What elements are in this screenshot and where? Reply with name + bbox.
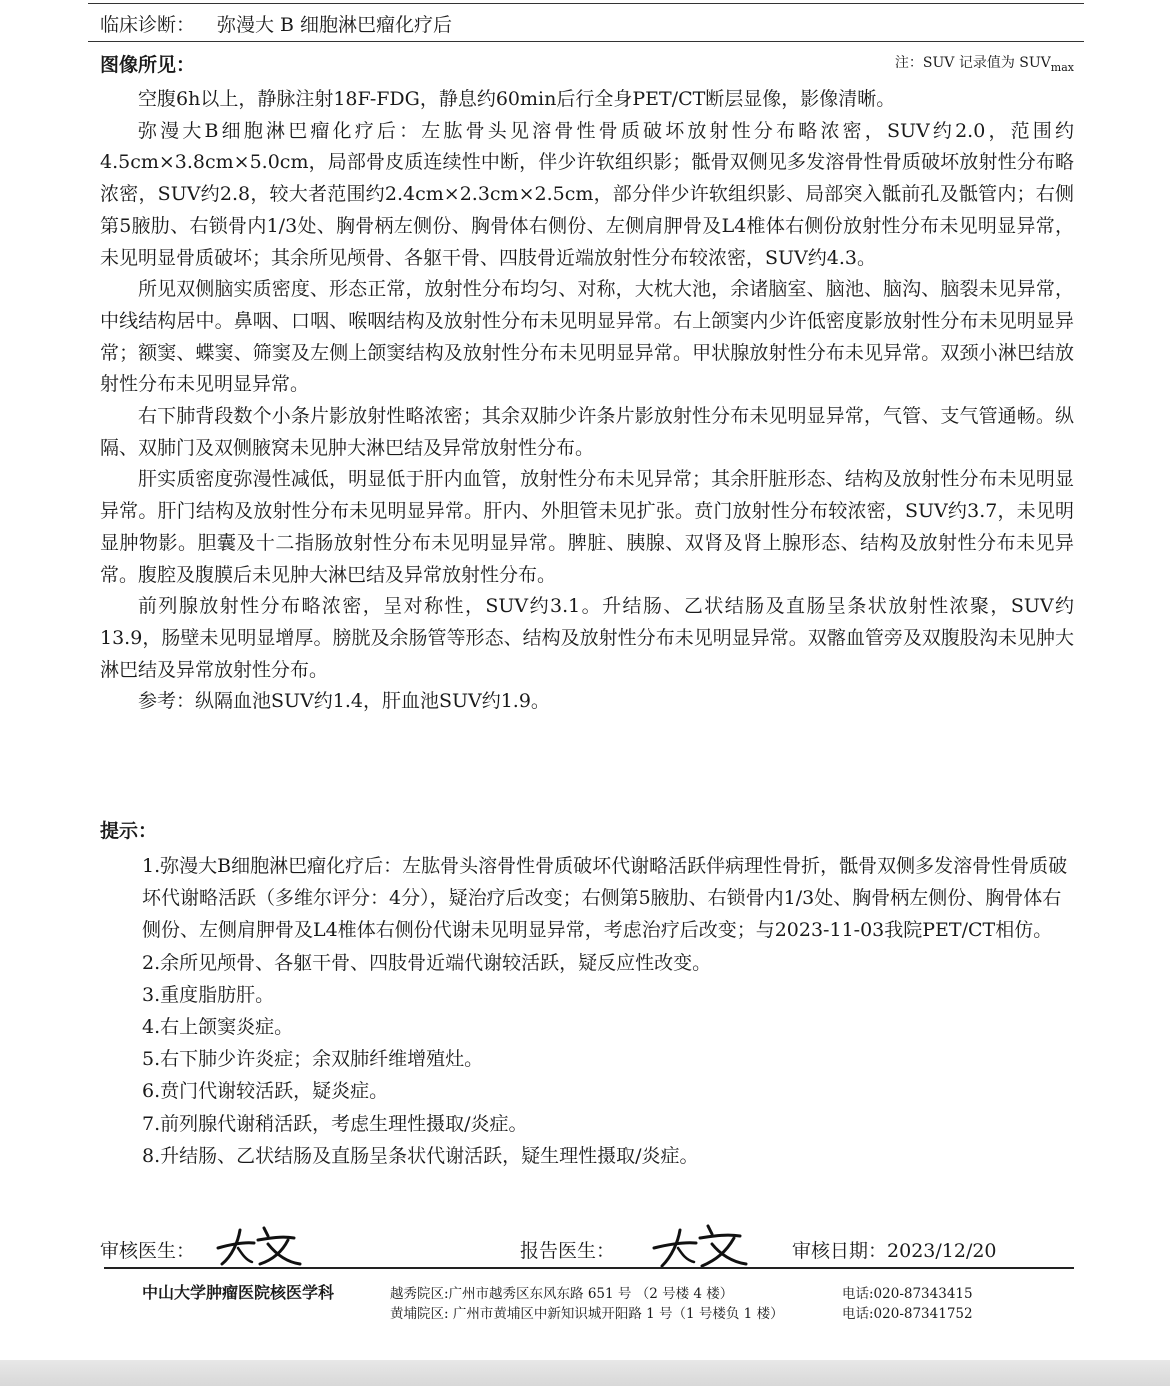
top-rule [88,3,1084,4]
diagnosis-rule [88,41,1084,42]
hint-item: 7.前列腺代谢稍活跃，考虑生理性摄取/炎症。 [142,1112,528,1135]
diagnosis-row [100,10,452,37]
hint-item: 6.贲门代谢较活跃，疑炎症。 [142,1080,389,1103]
findings-body [100,84,1074,718]
findings-paragraph: 前列腺放射性分布略浓密，呈对称性，SUV约3.1。升结肠、乙状结肠及直肠呈条状放射性浓聚，SUV约13.9，肠壁未见明显增厚。膀胱及余肠管等形态、结构及放射性分布未见明显异常。双髂血管旁及双腹股沟未见肿大淋巴结及异常放射性分布。 [100,595,1074,681]
findings-title: 图像所见： [100,54,196,76]
hint-item: 8.升结肠、乙状结肠及直肠呈条状代谢活跃，疑生理性摄取/炎症。 [142,1144,699,1167]
reporter-label: 报告医生： [520,1240,616,1262]
hint-item: 3.重度脂肪肝。 [142,983,275,1006]
findings-paragraph: 空腹6h以上，静脉注射18F-FDG，静息约60min后行全身PET/CT断层显像，影像清晰。 [138,88,896,110]
findings-paragraph: 所见双侧脑实质密度、形态正常，放射性分布均匀、对称，大枕大池，余诸脑室、脑池、脑沟、脑裂未见异常，中线结构居中。鼻咽、口咽、喉咽结构及放射性分布未见明显异常。右上颌窦内少许低密度影放射性分布未见明显异常；额窦、蝶窦、筛窦及左侧上颌窦结构及放射性分布未见明显异常。甲状腺放射性分布未见异常。双颈小淋巴结放射性分布未见明显异常。 [100,278,1074,396]
review-date-value: 2023/12/20 [887,1240,997,1262]
suv-note-sub: max [1050,60,1074,74]
review-date [792,1236,997,1263]
footer-phone: 电话:020-87341752 [842,1306,973,1322]
hint-item: 1.弥漫大B细胞淋巴瘤化疗后：左肱骨头溶骨性骨质破坏代谢略活跃伴病理性骨折，骶骨双侧多发溶骨性骨质破坏代谢略活跃（多维尔评分：4分），疑治疗后改变；右侧第5腋肋、右锁骨内1/3处、胸骨柄左侧份、胸骨体右侧份、左侧肩胛骨及L4椎体右侧份代谢未见明显异常，考虑治疗后改变；与2023-11-03我院PET/CT相仿。 [142,855,1068,942]
hints-title: 提示： [100,820,158,842]
page-bottom-edge [0,1360,1170,1386]
findings-paragraph: 右下肺背段数个小条片影放射性略浓密；其余双肺少许条片影放射性分布未见明显异常，气管、支气管通畅。纵隔、双肺门及双侧腋窝未见肿大淋巴结及异常放射性分布。 [100,405,1074,459]
hint-item: 2.余所见颅骨、各躯干骨、四肢骨近端代谢较活跃，疑反应性改变。 [142,951,712,974]
suv-note-text: 注：SUV 记录值为 SUV [894,55,1051,71]
findings-paragraph: 弥漫大B细胞淋巴瘤化疗后：左肱骨头见溶骨性骨质破坏放射性分布略浓密，SUV约2.0，范围约4.5cm×3.8cm×5.0cm，局部骨皮质连续性中断，伴少许软组织影；骶骨双侧见多发溶骨性骨质破坏放射性分布略浓密，SUV约2.8，较大者范围约2.4cm×2.3cm×2.5cm，部分伴少许软组织影、局部突入骶前孔及骶管内；右侧第5腋肋、右锁骨内1/3处、胸骨柄左侧份、胸骨体右侧份、左侧肩胛骨及L4椎体右侧份放射性分布未见明显异常，未见明显骨质破坏；其余所见颅骨、各躯干骨、四肢骨近端放射性分布较浓密，SUV约4.3。 [100,119,1074,269]
footer-organization: 中山大学肿瘤医院核医学科 [142,1283,335,1302]
reviewer-signature-icon [212,1222,304,1268]
footer-phone: 电话:020-87343415 [842,1286,973,1302]
diagnosis-label: 临床诊断： [100,14,196,36]
review-date-label: 审核日期： [792,1240,888,1262]
footer-address: 黄埔院区: 广州市黄埔区中新知识城开阳路 1 号（1 号楼负 1 楼） [390,1306,784,1322]
footer-rule [104,1267,1074,1269]
hints-list [142,850,1074,1172]
footer-address: 越秀院区:广州市越秀区东风东路 651 号 （2 号楼 4 楼） [390,1286,734,1302]
hint-item: 5.右下肺少许炎症；余双肺纤维增殖灶。 [142,1048,484,1071]
suv-note [895,52,1074,74]
findings-paragraph: 参考：纵隔血池SUV约1.4，肝血池SUV约1.9。 [138,690,550,713]
reviewer-label: 审核医生： [100,1240,196,1262]
hint-item: 4.右上颌窦炎症。 [142,1016,294,1039]
findings-paragraph: 肝实质密度弥漫性减低，明显低于肝内血管，放射性分布未见异常；其余肝脏形态、结构及放射性分布未见明显异常。肝门结构及放射性分布未见明显异常。肝内、外胆管未见扩张。贲门放射性分布较浓密，SUV约3.7，未见明显肿物影。胆囊及十二指肠放射性分布未见明显异常。脾脏、胰腺、双肾及肾上腺形态、结构及放射性分布未见异常。腹腔及腹膜后未见肿大淋巴结及异常放射性分布。 [100,468,1074,586]
diagnosis-value: 弥漫大 B 细胞淋巴瘤化疗后 [217,14,453,36]
reporter-signature-icon [650,1222,750,1270]
